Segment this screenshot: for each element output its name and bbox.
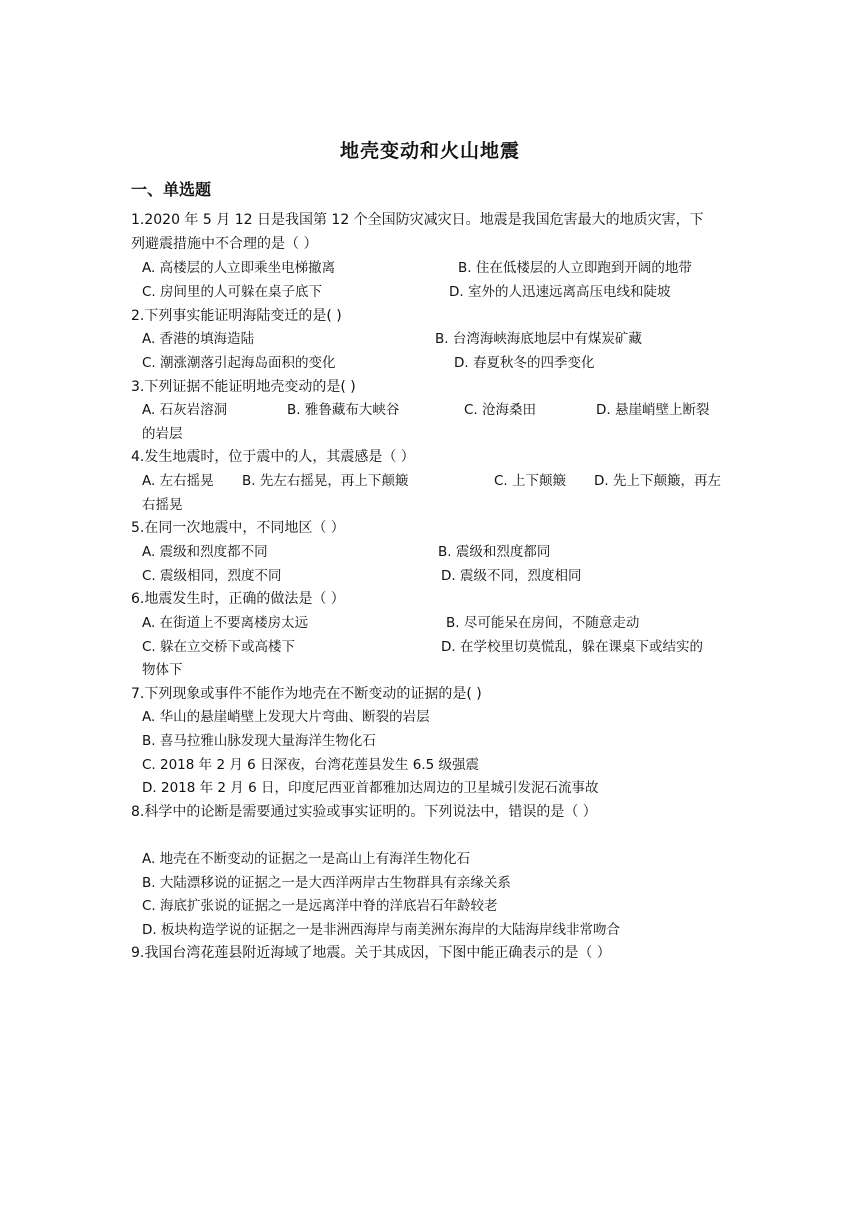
option-a: A. 震级和烈度都不同 — [142, 544, 268, 560]
option-c: C. 房间里的人可躲在桌子底下 — [142, 284, 323, 300]
option-b: B. 雅鲁藏布大峡谷 — [287, 402, 400, 418]
option-d-continued: 的岩层 — [142, 426, 183, 442]
option-d-continued: 物体下 — [142, 662, 183, 678]
section-heading: 一、单选题 — [131, 180, 212, 199]
option-b: B. 大陆漂移说的证据之一是大西洋两岸古生物群具有亲缘关系 — [142, 875, 511, 891]
option-b: B. 台湾海峡海底地层中有煤炭矿藏 — [435, 331, 642, 347]
document-title: 地壳变动和火山地震 — [339, 140, 520, 162]
option-b: B. 尽可能呆在房间，不随意走动 — [446, 615, 640, 631]
option-a: A. 华山的悬崖峭壁上发现大片弯曲、断裂的岩层 — [142, 709, 430, 725]
question-stem: 3.下列证据不能证明地壳变动的是( ) — [131, 379, 356, 395]
option-a: A. 高楼层的人立即乘坐电梯撤离 — [142, 260, 336, 276]
question-stem: 7.下列现象或事件不能作为地壳在不断变动的证据的是( ) — [131, 686, 482, 702]
question-stem: 1.2020 年 5 月 12 日是我国第 12 个全国防灾减灾日。地震是我国危害最大的地质灾害，下 — [131, 212, 704, 228]
option-d-continued: 右摇晃 — [142, 497, 183, 513]
option-c: C. 沧海桑田 — [464, 402, 537, 418]
option-d: D. 先上下颠簸，再左 — [594, 473, 721, 489]
option-c: C. 海底扩张说的证据之一是远离洋中脊的洋底岩石年龄较老 — [142, 898, 498, 914]
question-stem: 6.地震发生时，正确的做法是（ ） — [131, 591, 345, 607]
option-d: D. 室外的人迅速远离高压电线和陡坡 — [449, 284, 671, 300]
option-c: C. 躲在立交桥下或高楼下 — [142, 639, 296, 655]
option-c: C. 震级相同，烈度不同 — [142, 568, 282, 584]
option-d: D. 震级不同，烈度相同 — [441, 568, 582, 584]
option-a: A. 在街道上不要离楼房太远 — [142, 615, 309, 631]
question-stem: 列避震措施中不合理的是（ ） — [131, 236, 318, 252]
option-b: B. 震级和烈度都同 — [438, 544, 551, 560]
option-c: C. 2018 年 2 月 6 日深夜，台湾花莲县发生 6.5 级强震 — [142, 757, 480, 773]
option-c: C. 上下颠簸 — [494, 473, 567, 489]
option-d: D. 2018 年 2 月 6 日，印度尼西亚首都雅加达周边的卫星城引发泥石流事故 — [142, 780, 599, 796]
question-stem: 8.科学中的论断是需要通过实验或事实证明的。下列说法中，错误的是（ ） — [131, 804, 597, 820]
option-c: C. 潮涨潮落引起海岛面积的变化 — [142, 355, 336, 371]
question-stem: 5.在同一次地震中，不同地区（ ） — [131, 520, 345, 536]
option-d: D. 在学校里切莫慌乱，躲在课桌下或结实的 — [441, 639, 703, 655]
option-a: A. 香港的填海造陆 — [142, 331, 255, 347]
option-d: D. 悬崖峭壁上断裂 — [596, 402, 710, 418]
option-a: A. 石灰岩溶洞 — [142, 402, 228, 418]
option-b: B. 先左右摇晃，再上下颠簸 — [242, 473, 409, 489]
option-a: A. 左右摇晃 — [142, 473, 214, 489]
option-d: D. 板块构造学说的证据之一是非洲西海岸与南美洲东海岸的大陆海岸线非常吻合 — [142, 922, 620, 938]
option-b: B. 喜马拉雅山脉发现大量海洋生物化石 — [142, 733, 376, 749]
question-stem: 9.我国台湾花莲县附近海域了地震。关于其成因，下图中能正确表示的是（ ） — [131, 945, 611, 961]
question-stem: 2.下列事实能证明海陆变迁的是( ) — [131, 308, 342, 324]
option-d: D. 春夏秋冬的四季变化 — [454, 355, 595, 371]
option-a: A. 地壳在不断变动的证据之一是高山上有海洋生物化石 — [142, 851, 471, 867]
question-stem: 4.发生地震时，位于震中的人，其震感是（ ） — [131, 449, 415, 465]
option-b: B. 住在低楼层的人立即跑到开阔的地带 — [458, 260, 692, 276]
